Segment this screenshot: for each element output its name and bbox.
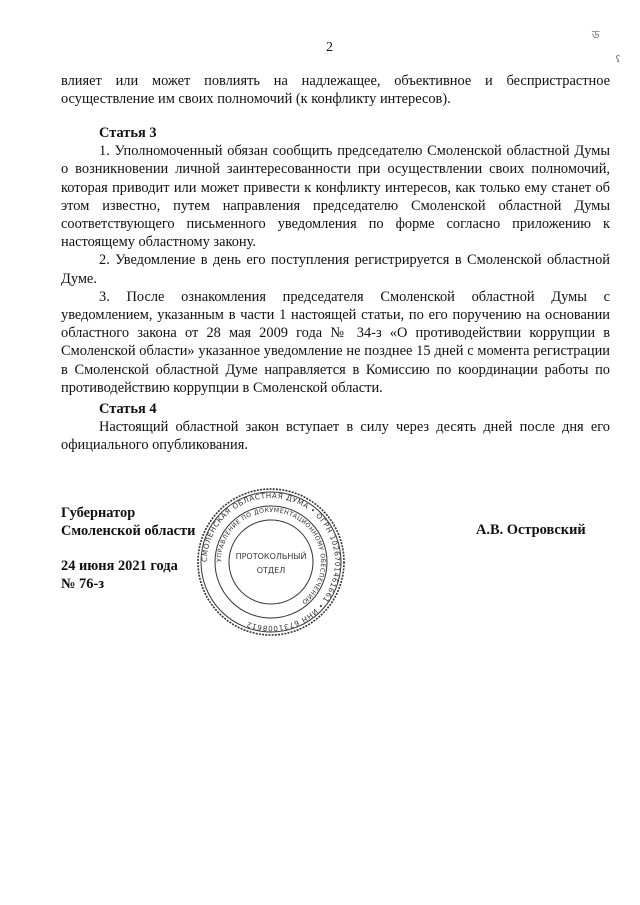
article-4 bbox=[61, 400, 610, 455]
article-3-part-3: 3. После ознакомления председателя Смоленской областной Думы с уведомлением, указанным в части 1 настоящей статьи, по его поручению на основании областного закона от 28 мая 2009 года № 34-з «О противодействии коррупции в Смоленской области» указанное уведомление не позднее 15 дней с момента регистрации в Смоленской областной Думе направляется в Комиссию по координации работы по противодействию коррупции в Смоленской области. bbox=[61, 288, 610, 396]
official-stamp bbox=[196, 487, 346, 637]
article-3-part-2: 2. Уведомление в день его поступления регистрируется в Смоленской областной Думе. bbox=[61, 252, 610, 287]
handwritten-mark-small: ʕ bbox=[616, 54, 620, 64]
handwritten-mark: ড bbox=[592, 30, 600, 41]
article-3-title: Статья 3 bbox=[99, 125, 157, 141]
stamp-center-line-2: ОТДЕЛ bbox=[256, 566, 286, 575]
article-4-part-1: Настоящий областной закон вступает в силу через десять дней после дня его официального опубликования. bbox=[61, 419, 610, 454]
intro-paragraph: влияет или может повлиять на надлежащее, объективное и беспристрастное осуществление им своих полномочий (к конфликту интересов). bbox=[61, 73, 610, 108]
signatory-position bbox=[61, 504, 195, 540]
signatory-position-line-2: Смоленской области bbox=[61, 523, 196, 540]
stamp-inner-text: УПРАВЛЕНИЕ ПО ДОКУМЕНТАЦИОННОМУ ОБЕСПЕЧЕНИЮ bbox=[215, 506, 327, 606]
stamp-outer-text: СМОЛЕНСКАЯ ОБЛАСТНАЯ ДУМА • ОГРН 1026701461661 • ИНН 6731008612 bbox=[199, 490, 343, 634]
signatory-name: А.В. Островский bbox=[476, 522, 586, 538]
article-3-part-1: 1. Уполномоченный обязан сообщить председателю Смоленской областной Думы о возникновении личной заинтересованности при осуществлении своих полномочий, которая приводит или может привести к конфликту интересов, как только ему станет об этом известно, путем направления председателю Смоленской областной Думы соответствующего письменного уведомления по форме согласно приложению к настоящему областному закону. bbox=[61, 143, 610, 251]
law-date: 24 июня 2021 года bbox=[61, 558, 178, 574]
stamp-ring-3 bbox=[215, 506, 327, 618]
signatory-position-line-1: Губернатор bbox=[61, 505, 136, 521]
intro-continuation bbox=[61, 72, 610, 108]
page-number: 2 bbox=[326, 40, 333, 55]
law-date-number bbox=[61, 557, 178, 593]
article-3 bbox=[61, 124, 610, 397]
article-4-title: Статья 4 bbox=[99, 401, 157, 417]
stamp-center-line-1: ПРОТОКОЛЬНЫЙ bbox=[235, 552, 307, 561]
stamp-ring-4 bbox=[229, 520, 313, 604]
law-number: № 76-з bbox=[61, 576, 105, 593]
